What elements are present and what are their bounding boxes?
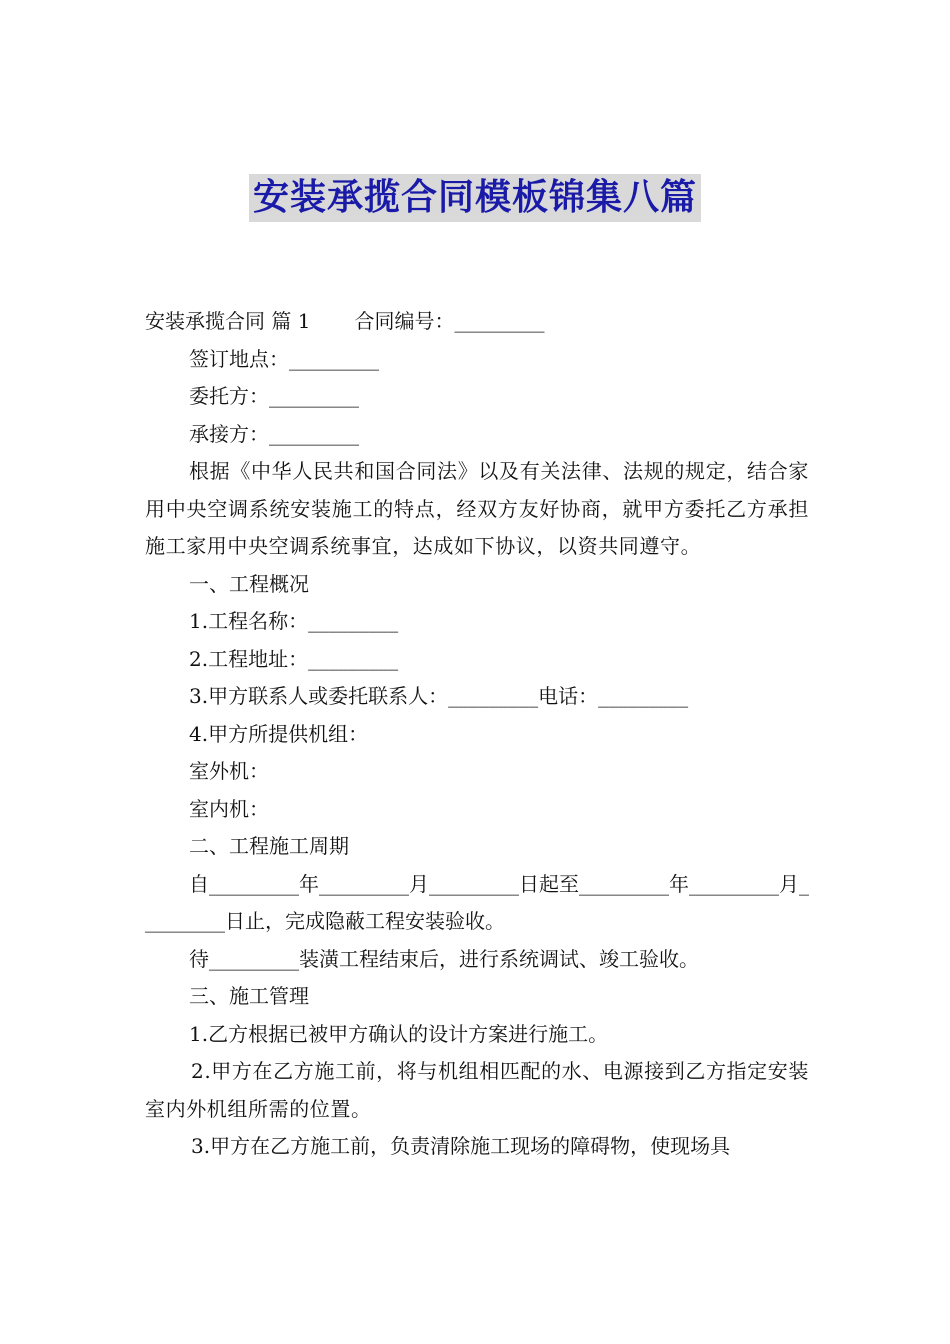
project-name: 1.工程名称：_________ bbox=[189, 609, 399, 633]
section-heading-3: 三、施工管理 bbox=[189, 984, 309, 1008]
sign-location: 签订地点：_________ bbox=[189, 346, 379, 371]
title-wrap bbox=[0, 174, 950, 222]
indoor-unit: 室内机： bbox=[189, 796, 269, 821]
contract-heading: 安装承揽合同 篇 1 bbox=[145, 309, 311, 333]
clause-1: 1.乙方根据已被甲方确认的设计方案进行施工。 bbox=[189, 1021, 609, 1046]
contract-heading-line bbox=[145, 303, 809, 341]
document-title: 安装承揽合同模板锦集八篇 bbox=[249, 174, 701, 222]
contact-person: 3.甲方联系人或委托联系人：_________电话：_________ bbox=[189, 684, 689, 708]
units-provided: 4.甲方所提供机组： bbox=[189, 721, 369, 746]
clause-2: 2.甲方在乙方施工前，将与机组相匹配的水、电源接到乙方指定安装室内外机组所需的位置。 bbox=[145, 1059, 809, 1121]
section-heading-1: 一、工程概况 bbox=[189, 571, 309, 596]
contractor-party: 承接方：_________ bbox=[189, 421, 359, 446]
outdoor-unit: 室外机： bbox=[189, 759, 269, 783]
project-address: 2.工程地址：_________ bbox=[189, 646, 399, 671]
preamble-paragraph: 根据《中华人民共和国合同法》以及有关法律、法规的规定，结合家用中央空调系统安装施工的特点，经双方友好协商，就甲方委托乙方承担施工家用中央空调系统事宜，达成如下协议，以资共同遵守。 bbox=[145, 459, 809, 558]
clause-3: 3.甲方在乙方施工前，负责清除施工现场的障碍物，使现场具 bbox=[191, 1134, 731, 1158]
debug-acceptance: 待_________装潢工程结束后，进行系统调试、竣工验收。 bbox=[189, 946, 699, 971]
document-body bbox=[145, 303, 809, 1166]
section-heading-2: 二、工程施工周期 bbox=[189, 834, 349, 858]
contract-number: 合同编号：_________ bbox=[354, 309, 545, 333]
client-party: 委托方：_________ bbox=[189, 384, 359, 408]
construction-period: 自_________年_________月_________日起至_________年_________月_________日止，完成隐蔽工程安装验收。 bbox=[145, 871, 809, 933]
